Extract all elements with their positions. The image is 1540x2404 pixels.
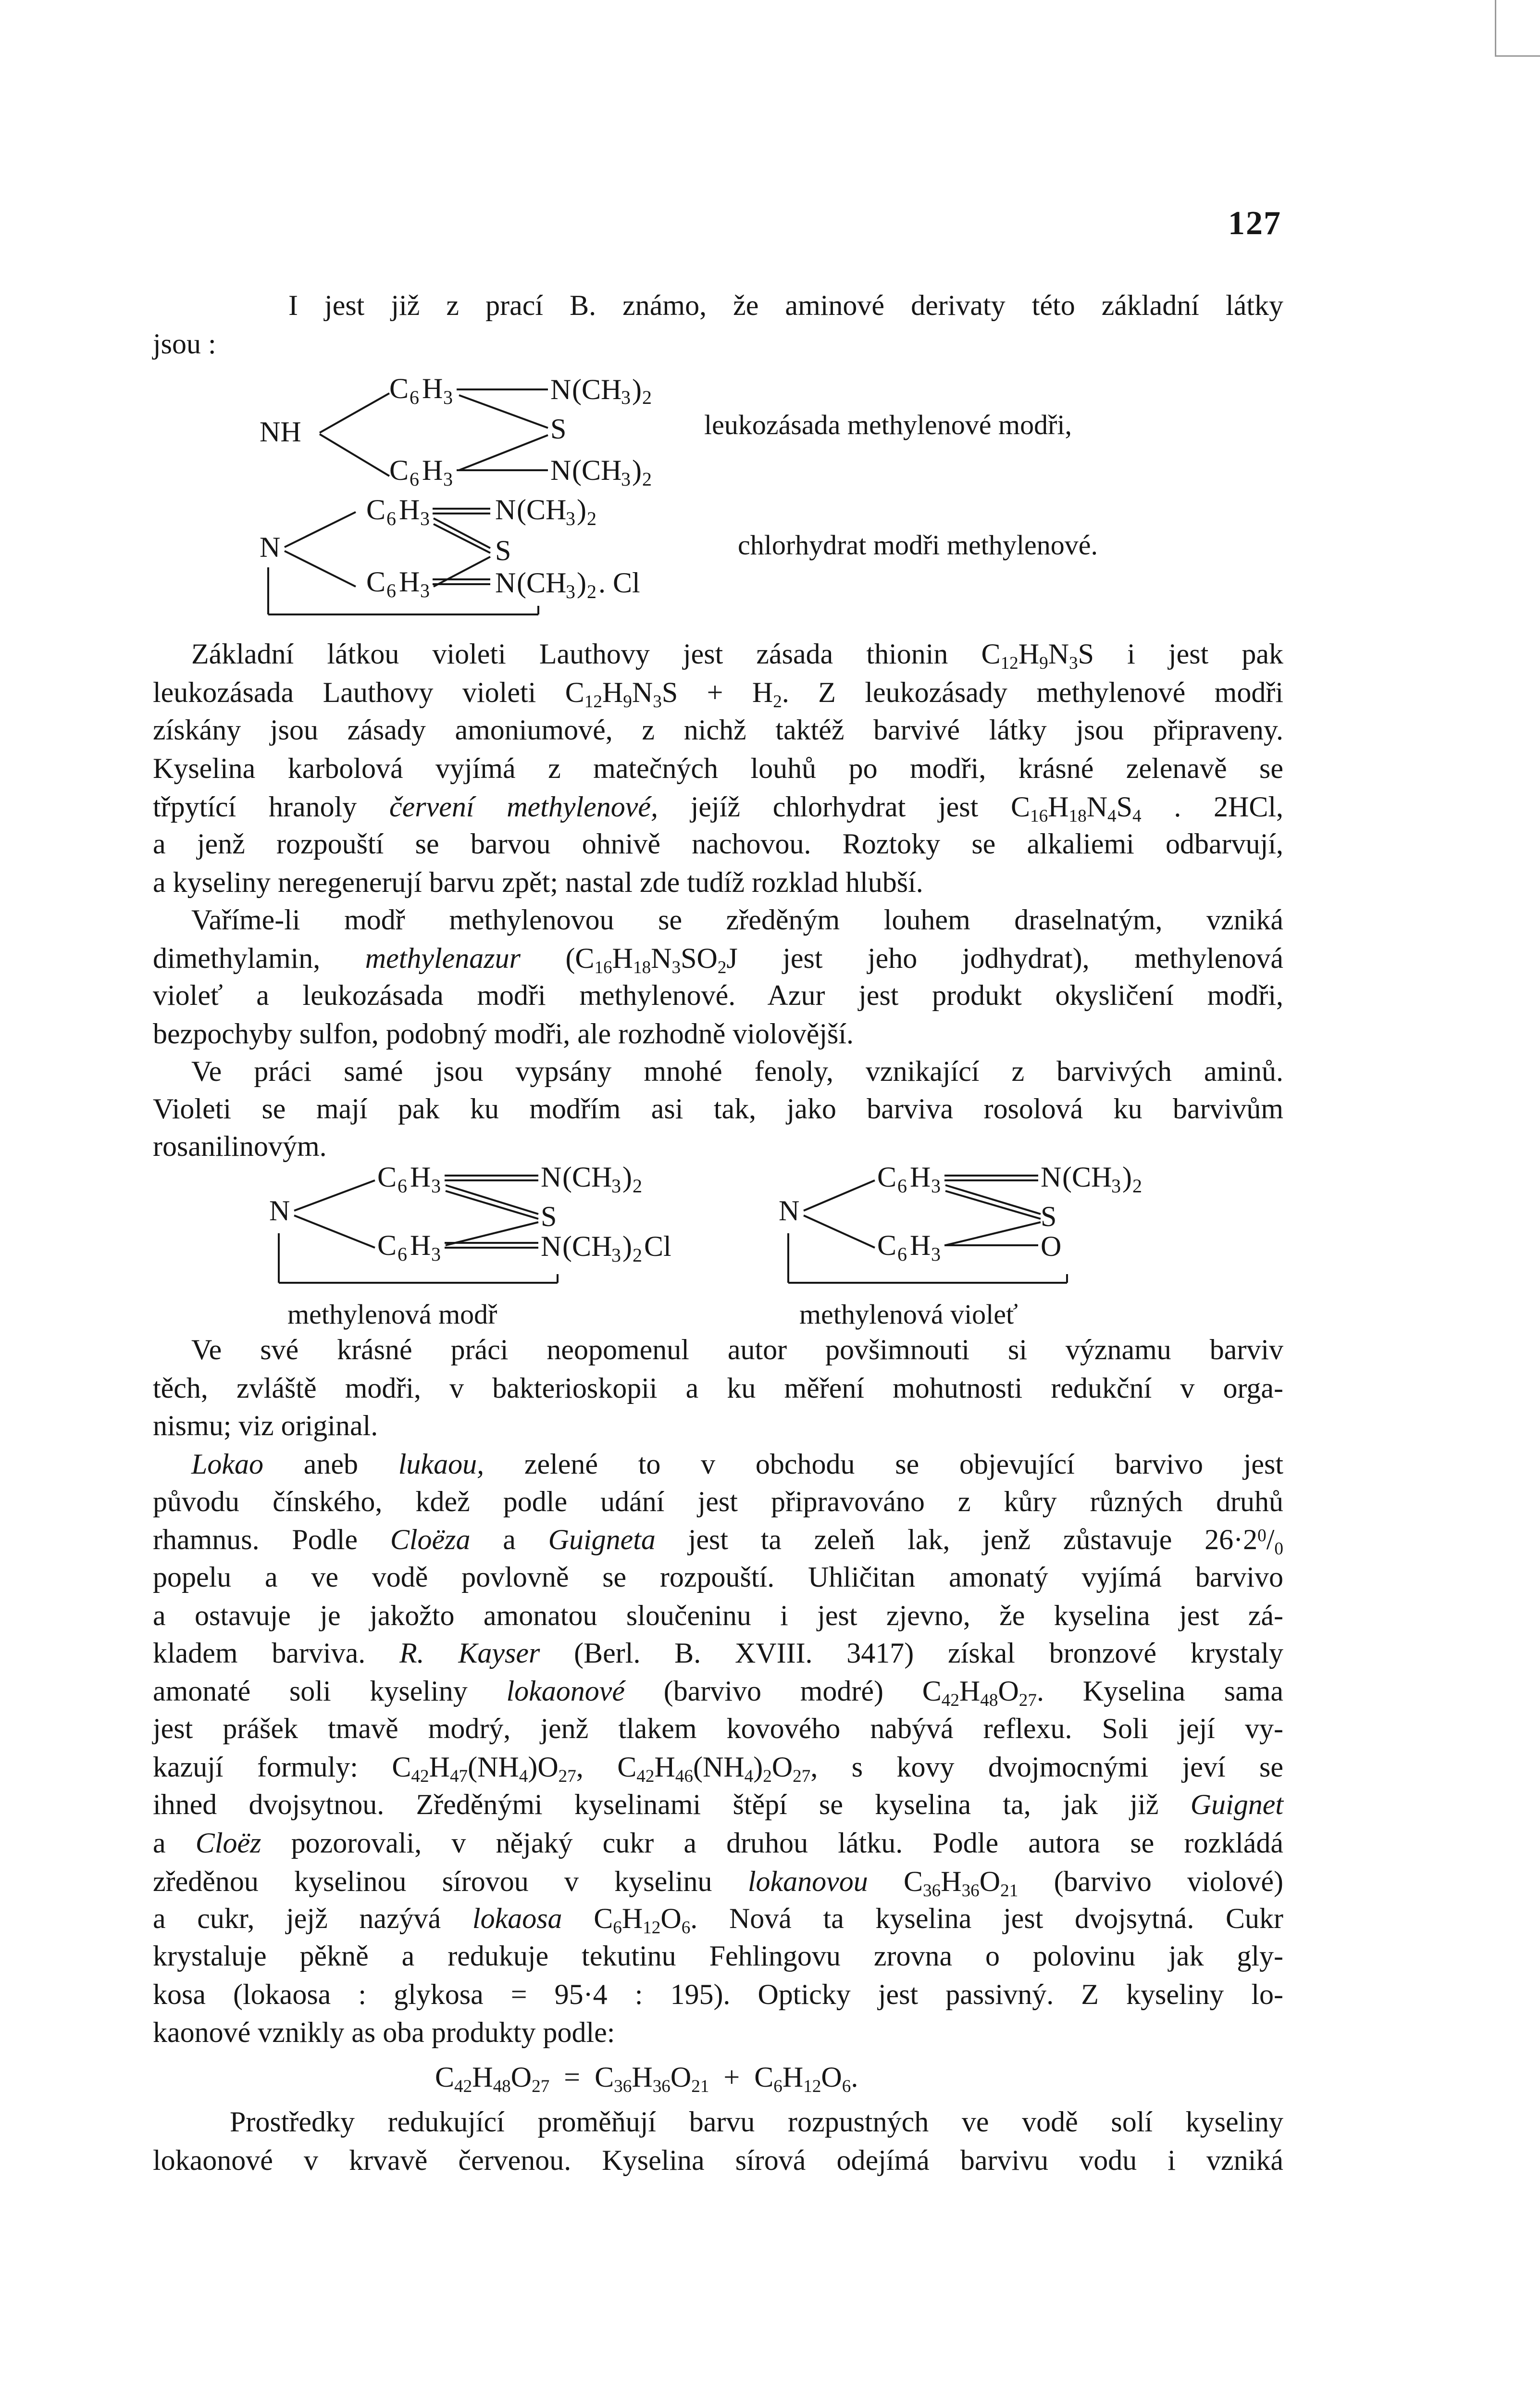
p5-line-15: kosa (lokaosa : glykosa = 95·4 : 195). Opticky jest passivný. Z kyseliny lo- bbox=[153, 1978, 1283, 2010]
p5-line-14: krystaluje pěkně a redukuje tekutinu Fehlingovu zrovna o polovinu jak gly- bbox=[153, 1940, 1283, 1972]
svg-text:): ) bbox=[1122, 1161, 1132, 1193]
svg-text:N: N bbox=[269, 1195, 290, 1227]
svg-text:6: 6 bbox=[397, 1243, 407, 1265]
svg-text:3: 3 bbox=[931, 1243, 941, 1265]
svg-text:C: C bbox=[389, 373, 409, 404]
p1-line-4: Kyselina karbolová vyjímá z matečných louhů po modři, krásné zelenavě se bbox=[153, 752, 1283, 784]
p2-line-3: violeť a leukozásada modři methylenové. Azur jest produkt okysličení modři, bbox=[153, 979, 1283, 1011]
p5-line-12: zředěnou kyselinou sírovou v kyselinu lokanovou $C_{36}H_{36}O_{21}$ (barvivo violové) bbox=[153, 1866, 1284, 1901]
p5-line-10: ihned dvojsytnou. Zředěnými kyselinami štěpí se kyselina ta, jak již Guignet bbox=[153, 1789, 1283, 1820]
svg-text:(CH: (CH bbox=[1062, 1161, 1112, 1193]
svg-text:S: S bbox=[495, 535, 511, 566]
svg-text:H: H bbox=[422, 373, 443, 404]
p5-line-13: a cukr, jejž nazývá lokaosa $C_6H_{12}O_6$. Nová ta kyselina jest dvojsytná. Cukr bbox=[153, 1903, 1283, 1938]
svg-text:2: 2 bbox=[633, 1244, 642, 1266]
svg-text:S: S bbox=[550, 413, 567, 445]
svg-text:C: C bbox=[377, 1229, 397, 1261]
p4-line-3: nismu; viz original. bbox=[153, 1410, 378, 1441]
svg-text:C: C bbox=[877, 1229, 897, 1261]
svg-text:3: 3 bbox=[611, 1175, 621, 1197]
svg-text:6: 6 bbox=[410, 387, 419, 408]
bond-lower bbox=[320, 434, 389, 476]
svg-text:H: H bbox=[410, 1229, 431, 1261]
p5-line-9: kazují formuly: $C_{42}H_{47}(NH_4)O_{27}$, $C_{42}H_{46}(NH_4)_2O_{27}$, s kovy dvojmocnými jeví se bbox=[153, 1751, 1283, 1787]
nh-group: NH bbox=[260, 416, 301, 448]
p4-line-2: těch, zvláště modři, v bakterioskopii a ku měření mohutnosti redukční v orga- bbox=[153, 1372, 1283, 1404]
structure-violet-label: methylenová violeť bbox=[799, 1299, 1018, 1330]
p5-line-6: kladem barviva. R. Kayser (Berl. B. XVIII. 3417) získal bronzové krystaly bbox=[153, 1637, 1284, 1669]
svg-text:N: N bbox=[495, 494, 516, 526]
svg-text:N: N bbox=[550, 374, 571, 405]
svg-text:3: 3 bbox=[443, 468, 453, 490]
p6-line-2: lokaonové v krvavě červenou. Kyselina sírová odejímá barvivu vodu i vzniká bbox=[153, 2144, 1283, 2176]
p1-line-2: leukozásada Lauthovy violeti $C_{12}H_9N_3S + H_2$. Z leukozásady methylenové modři bbox=[153, 676, 1284, 712]
svg-text:3: 3 bbox=[566, 581, 575, 602]
p2-line-4: bezpochyby sulfon, podobný modři, ale rozhodně violovější. bbox=[153, 1018, 854, 1050]
svg-text:C: C bbox=[389, 454, 409, 486]
svg-text:6: 6 bbox=[397, 1175, 407, 1197]
svg-text:C: C bbox=[366, 494, 386, 526]
equation: $C_{42}H_{48}O_{27} = C_{36}H_{36}O_{21} + C_6H_{12}O_6$. bbox=[435, 2061, 858, 2097]
p5-line-11: a Cloëz pozorovali, v nějaký cukr a druhou látku. Podle autora se rozkládá bbox=[153, 1827, 1283, 1859]
svg-text:N: N bbox=[495, 567, 516, 599]
p5-line-5: a ostavuje je jakožto amonatou sloučeninu i jest zjevno, že kyselina jest zá- bbox=[153, 1600, 1283, 1631]
svg-text:N: N bbox=[779, 1195, 800, 1227]
p1-line-5: třpytící hranoly červení methylenové, jejíž chlorhydrat jest $C_{16}H_{18}N_4S_4$ . 2HCl, bbox=[153, 791, 1284, 826]
svg-text:H: H bbox=[410, 1161, 431, 1193]
svg-text:3: 3 bbox=[1111, 1175, 1121, 1197]
svg-text:3: 3 bbox=[420, 580, 430, 601]
svg-text:3: 3 bbox=[621, 387, 631, 408]
svg-text:S: S bbox=[1041, 1201, 1057, 1232]
svg-text:): ) bbox=[577, 494, 586, 526]
svg-text:3: 3 bbox=[420, 508, 430, 529]
svg-text:6: 6 bbox=[386, 580, 396, 601]
p6-line-1: Prostředky redukující proměňují barvu rozpustných ve vodě solí kyseliny bbox=[230, 2106, 1283, 2138]
svg-text:(CH: (CH bbox=[562, 1161, 612, 1193]
svg-text:N: N bbox=[260, 531, 281, 563]
svg-text:N: N bbox=[550, 454, 571, 486]
p3-line-1: Ve práci samé jsou vypsány mnohé fenoly, vznikající z barvivých aminů. bbox=[191, 1055, 1283, 1087]
svg-text:H: H bbox=[399, 566, 420, 598]
svg-text:3: 3 bbox=[431, 1175, 441, 1197]
p5-line-7: amonaté soli kyseliny lokaonové (barvivo modré) $C_{42}H_{48}O_{27}$. Kyselina sama bbox=[153, 1675, 1284, 1711]
svg-text:2: 2 bbox=[633, 1175, 642, 1197]
svg-text:H: H bbox=[910, 1161, 931, 1193]
page-number: 127 bbox=[1228, 205, 1281, 242]
svg-text:6: 6 bbox=[897, 1243, 907, 1265]
intro-line-1: I jest již z prací B. známo, že aminové derivaty této základní látky bbox=[288, 289, 1283, 321]
svg-text:2: 2 bbox=[642, 468, 652, 490]
svg-text:3: 3 bbox=[611, 1244, 621, 1266]
p3-line-3: rosanilinovým. bbox=[153, 1130, 327, 1162]
p1-line-3: získány jsou zásady amoniumové, z nichž taktéž barvivé látky jsou připraveny. bbox=[153, 714, 1283, 746]
svg-text:(CH: (CH bbox=[572, 374, 622, 405]
page-corner-edge bbox=[1495, 0, 1540, 57]
svg-text:6: 6 bbox=[410, 468, 419, 490]
svg-text:2: 2 bbox=[642, 387, 652, 408]
formula-leuco-label: leukozásada methylenové modři, bbox=[704, 409, 1072, 440]
svg-text:3: 3 bbox=[566, 508, 575, 529]
p1-line-7: a kyseliny neregenerují barvu zpět; nastal zde tudíž rozklad hlubší. bbox=[153, 866, 923, 898]
svg-text:Cl: Cl bbox=[644, 1230, 671, 1262]
svg-text:2: 2 bbox=[587, 581, 596, 602]
p1-line-1: Základní látkou violeti Lauthovy jest zásada thionin $C_{12}H_9N_3S$ i jest pak bbox=[191, 638, 1283, 674]
svg-text:3: 3 bbox=[621, 468, 631, 490]
intro-line-2: jsou : bbox=[153, 328, 216, 360]
p2-line-1: Vaříme-li modř methylenovou se zředěným louhem draselnatým, vzniká bbox=[191, 904, 1283, 936]
svg-text:(CH: (CH bbox=[517, 567, 567, 599]
svg-text:): ) bbox=[632, 374, 642, 405]
p5-line-3: rhamnus. Podle Cloëza a Guigneta jest ta zeleň lak, jenž zůstavuje $26\cdot 2^0/_0$ bbox=[153, 1524, 1284, 1559]
p3-line-2: Violeti se mají pak ku modřím asi tak, jako barviva rosolová ku barvivům bbox=[153, 1093, 1283, 1125]
svg-text:H: H bbox=[399, 494, 420, 526]
svg-text:3: 3 bbox=[443, 387, 453, 408]
formula-chlorhydrate-label: chlorhydrat modři methylenové. bbox=[738, 529, 1098, 561]
svg-text:(CH: (CH bbox=[562, 1230, 612, 1262]
formula-leuco-base bbox=[260, 356, 692, 490]
p5-line-16: kaonové vznikly as oba produkty podle: bbox=[153, 2016, 615, 2048]
svg-text:): ) bbox=[622, 1230, 632, 1262]
p5-line-1: Lokao aneb lukaou, zelené to v obchodu se objevující barvivo jest bbox=[191, 1448, 1284, 1480]
svg-text:C: C bbox=[366, 566, 386, 598]
svg-text:N: N bbox=[1041, 1161, 1062, 1193]
svg-text:6: 6 bbox=[386, 508, 396, 529]
svg-text:3: 3 bbox=[931, 1175, 941, 1197]
svg-text:): ) bbox=[577, 567, 586, 599]
svg-text:N: N bbox=[541, 1230, 562, 1262]
p5-line-2: původu čínského, kdež podle udání jest připravováno z kůry různých druhů bbox=[153, 1486, 1283, 1517]
p5-line-8: jest prášek tmavě modrý, jenž tlakem kovového nabývá reflexu. Soli její vy- bbox=[153, 1713, 1283, 1744]
bond-upper bbox=[320, 393, 389, 433]
svg-text:O: O bbox=[1041, 1230, 1062, 1262]
p4-line-1: Ve své krásné práci neopomenul autor povšimnouti si významu barviv bbox=[191, 1334, 1283, 1365]
svg-text:. Cl: . Cl bbox=[598, 567, 640, 599]
svg-text:(CH: (CH bbox=[517, 494, 567, 526]
structure-blue-label: methylenová modř bbox=[287, 1299, 497, 1330]
svg-text:6: 6 bbox=[897, 1175, 907, 1197]
svg-text:H: H bbox=[910, 1229, 931, 1261]
svg-text:2: 2 bbox=[587, 508, 596, 529]
svg-text:(CH: (CH bbox=[572, 454, 622, 486]
svg-text:3: 3 bbox=[431, 1243, 441, 1265]
p2-line-2: dimethylamin, methylenazur ($C_{16}H_{18}N_3SO_2J$ jest jeho jodhydrat), methylenová bbox=[153, 942, 1284, 978]
svg-text:): ) bbox=[622, 1161, 632, 1193]
p5-line-4: popelu a ve vodě povlovně se rozpouští. Uhličitan amonatý vyjímá barvivo bbox=[153, 1561, 1283, 1593]
svg-text:H: H bbox=[422, 454, 443, 486]
svg-text:S: S bbox=[541, 1201, 557, 1232]
svg-text:): ) bbox=[632, 454, 642, 486]
svg-text:C: C bbox=[877, 1161, 897, 1193]
p1-line-6: a jenž rozpouští se barvou ohnivě nachovou. Roztoky se alkaliemi odbarvují, bbox=[153, 828, 1283, 860]
svg-text:C: C bbox=[377, 1161, 397, 1193]
formula-chlorhydrate bbox=[260, 486, 692, 630]
svg-text:2: 2 bbox=[1132, 1175, 1142, 1197]
svg-text:N: N bbox=[541, 1161, 562, 1193]
